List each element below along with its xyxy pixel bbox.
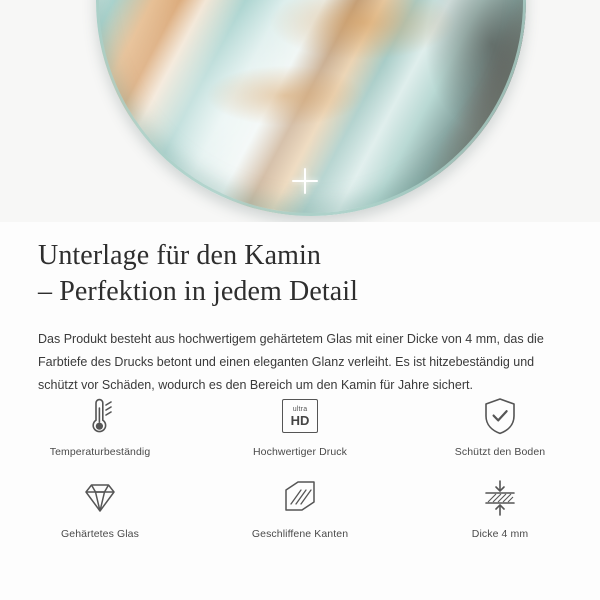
page-title <box>0 222 600 310</box>
page-title-line-1: Unterlage für den Kamin <box>38 240 321 271</box>
product-description-text: Das Produkt besteht aus hochwertigem gehärtetem Glas mit einer Dicke von 4 mm, das die Farbtiefe des Drucks betont und einen eleganten Glanz verleiht. Es ist hitzebeständig und schützt vor Schäden, wodurch es den Bereich um den Kamin für Jahre sichert. <box>38 332 544 392</box>
ultra-hd-badge-top: ultra <box>292 405 308 413</box>
feature-item-thickness <box>400 476 600 552</box>
feature-label: Dicke 4 mm <box>471 528 529 540</box>
hero-image-area <box>0 0 600 222</box>
feature-label: Temperaturbeständig <box>49 446 151 458</box>
feature-item-tempered-glass <box>0 476 200 552</box>
feature-item-print-quality <box>200 394 400 470</box>
feature-item-temperature <box>0 394 200 470</box>
polished-edges-icon <box>281 476 319 520</box>
page-title-line-2: – Perfektion in jedem Detail <box>38 276 359 307</box>
shield-check-icon <box>481 394 519 438</box>
text-content <box>0 222 600 397</box>
feature-grid <box>0 394 600 552</box>
thermometer-icon <box>80 394 120 438</box>
feature-item-polished-edges <box>200 476 400 552</box>
glass-plate-image <box>96 0 526 216</box>
ultra-hd-badge-bottom: HD <box>290 412 310 428</box>
feature-label: Gehärtetes Glas <box>61 528 139 540</box>
thickness-arrows-icon <box>479 476 521 520</box>
feature-label: Schützt den Boden <box>454 446 546 458</box>
feature-label: Geschliffene Kanten <box>251 528 349 540</box>
ultra-hd-icon <box>282 394 318 438</box>
diamond-icon <box>78 476 122 520</box>
feature-item-floor-protection <box>400 394 600 470</box>
feature-label: Hochwertiger Druck <box>253 446 347 458</box>
